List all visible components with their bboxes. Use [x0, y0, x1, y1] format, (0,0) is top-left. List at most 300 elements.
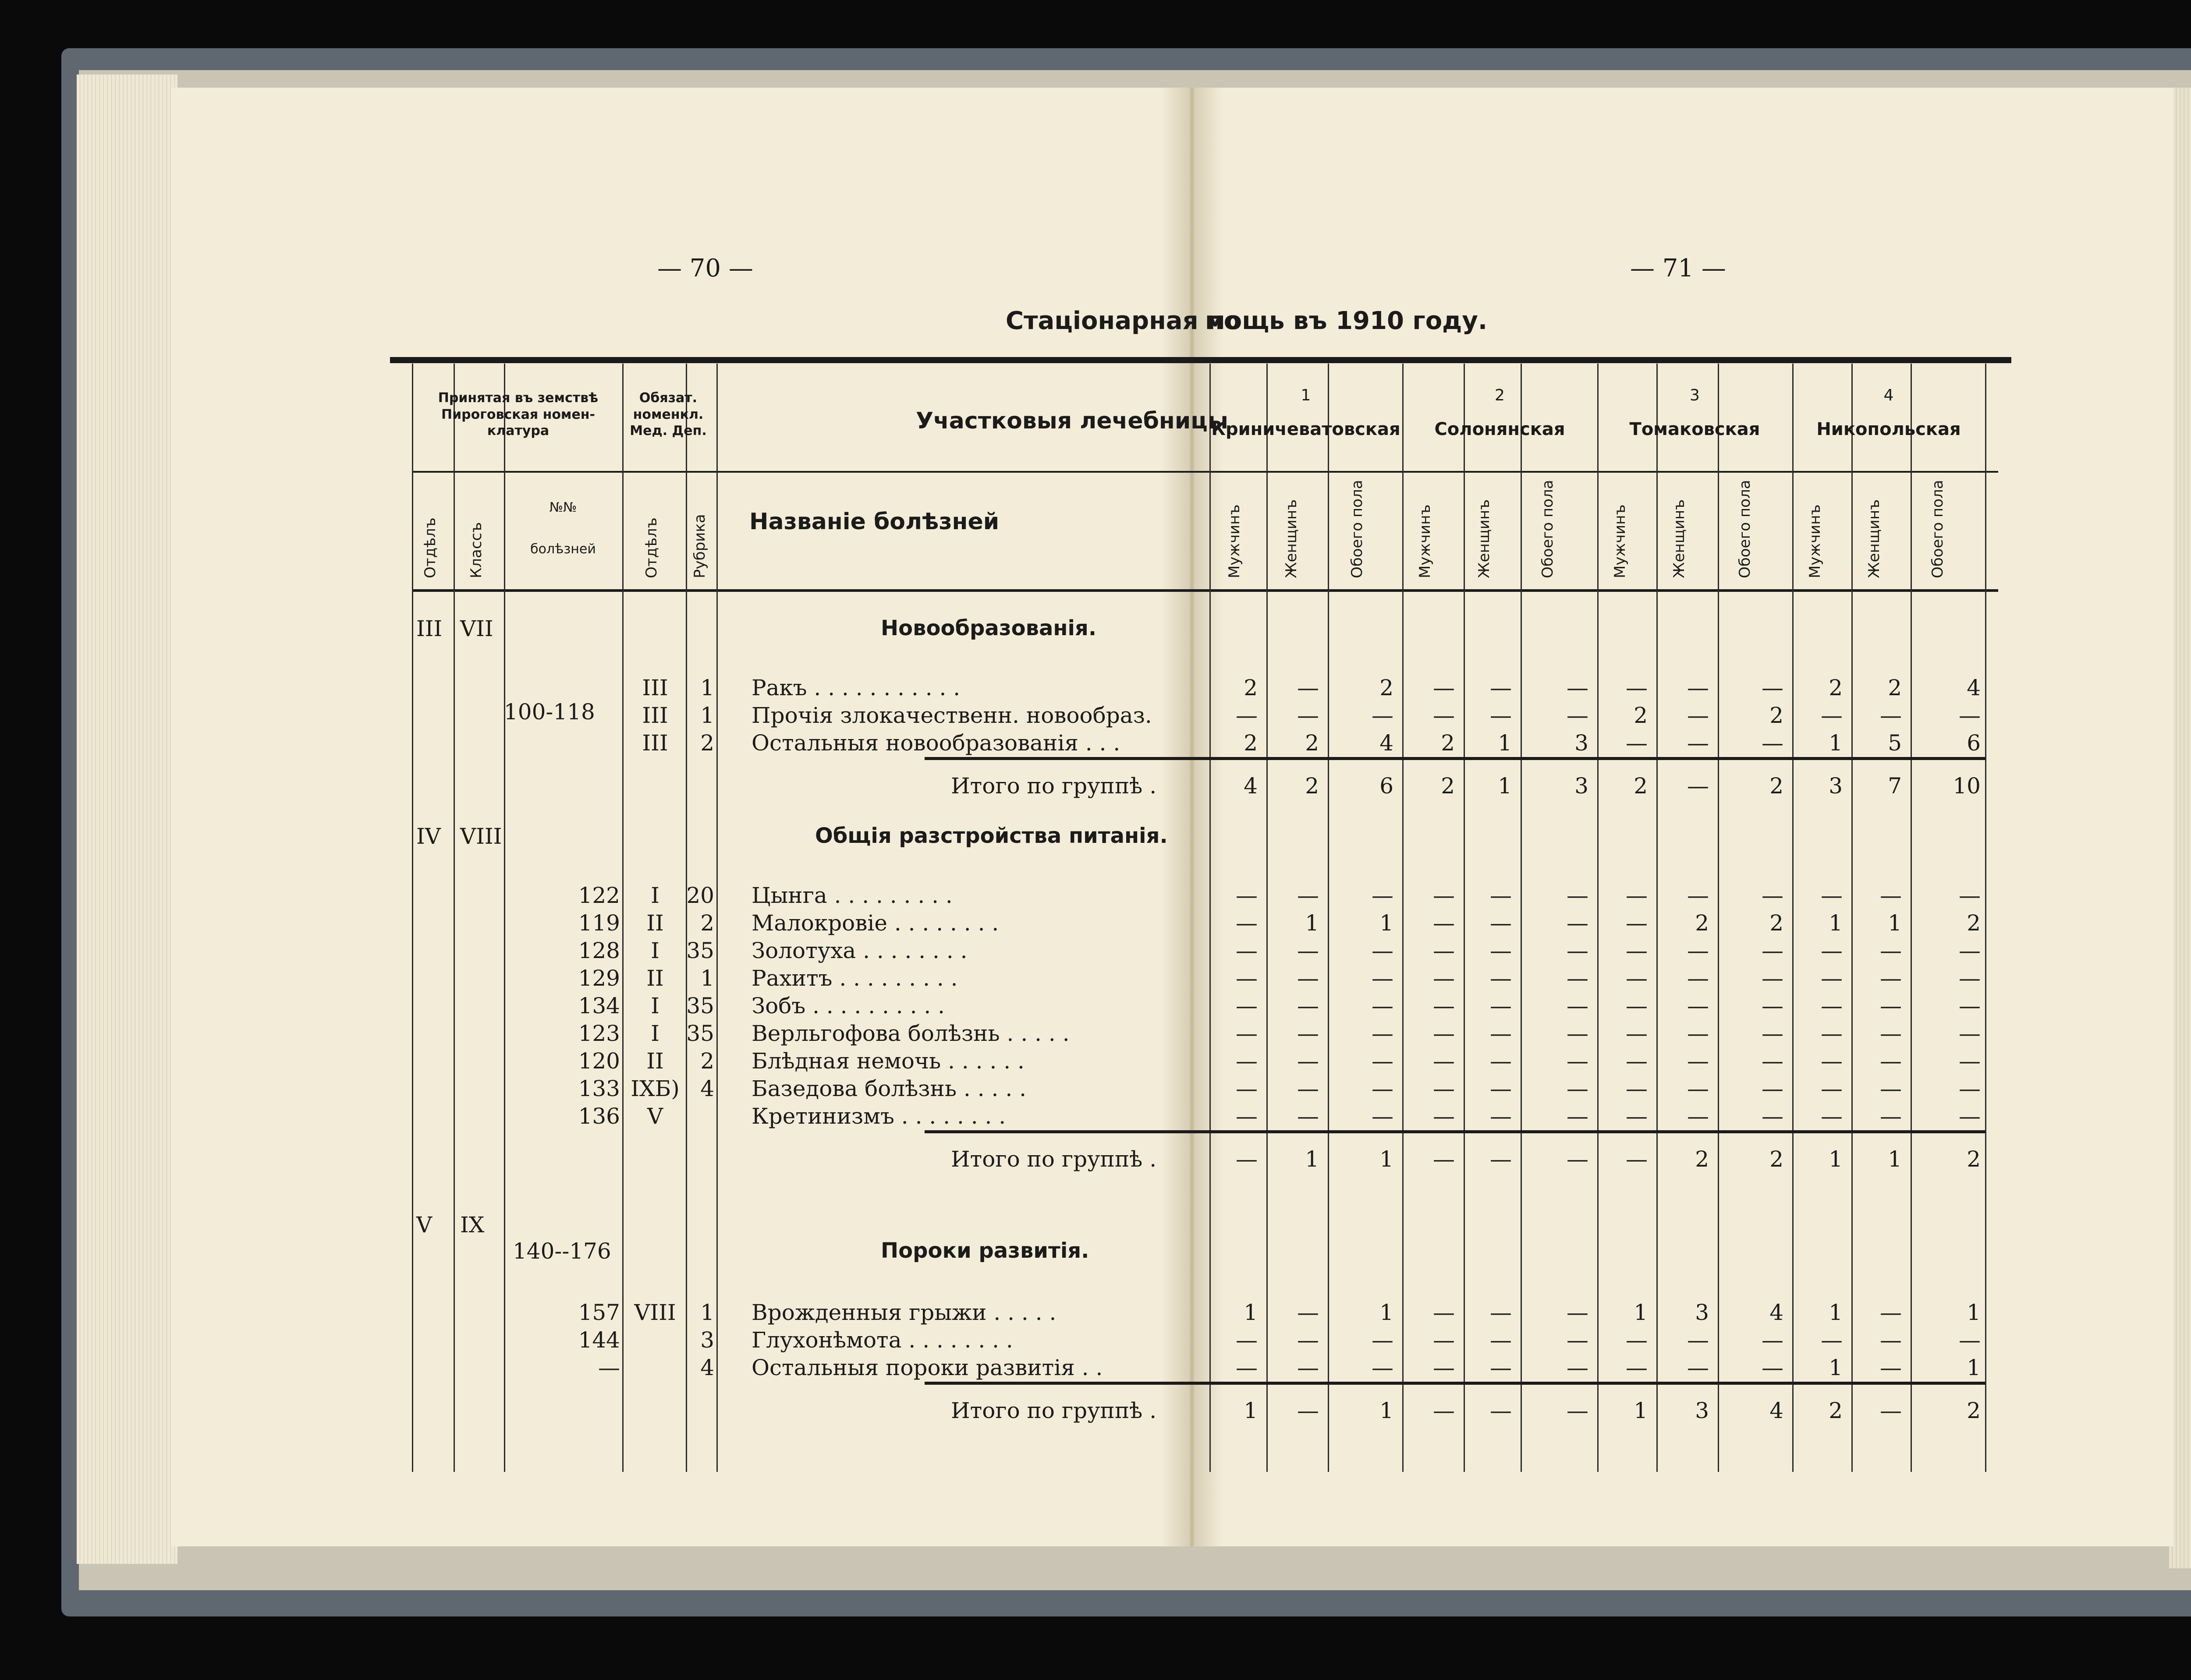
column-rule — [1597, 364, 1599, 1472]
column-rule — [1985, 364, 1986, 1472]
row-value: — — [1959, 1021, 1981, 1046]
section-klass: VII — [460, 616, 493, 641]
sub-header-both: Обоего пола — [1736, 480, 1754, 578]
row-value: — — [1762, 883, 1783, 908]
total-value: — — [1490, 1146, 1512, 1172]
row-value: — — [1372, 993, 1393, 1019]
row-value: — — [1626, 883, 1648, 908]
row-value: — — [1959, 883, 1981, 908]
row-value: — — [1626, 993, 1648, 1019]
row-otdel: I — [651, 938, 659, 963]
row-value: 1 — [1829, 1355, 1843, 1380]
district-name: Криничеватовская — [1211, 419, 1400, 439]
sub-header-women: Женщинъ — [1475, 499, 1493, 578]
row-value: — — [1297, 966, 1319, 991]
disease-name: Остальныя пороки развитія . . — [752, 1355, 1103, 1380]
row-value: 4 — [1967, 675, 1981, 700]
row-value: — — [1433, 675, 1455, 700]
total-label: Итого по группѣ . — [951, 1146, 1157, 1172]
row-value: — — [1880, 703, 1902, 728]
section-title: Пороки развитія. — [881, 1238, 1089, 1263]
row-value: — — [1490, 1076, 1512, 1101]
row-value: — — [1821, 883, 1843, 908]
row-value: — — [1567, 675, 1588, 700]
row-value: — — [1567, 910, 1588, 936]
row-value: — — [1490, 883, 1512, 908]
sub-header-both: Обоего пола — [1348, 480, 1366, 578]
row-nn: 128 — [578, 938, 620, 963]
disease-name: Базедова болѣзнь . . . . . — [752, 1076, 1027, 1101]
row-value: — — [1880, 1076, 1902, 1101]
row-value: 2 — [1634, 703, 1648, 728]
row-value: — — [1880, 1327, 1902, 1353]
row-value: — — [1433, 1355, 1455, 1380]
total-value: 2 — [1305, 773, 1319, 799]
row-value: — — [1490, 675, 1512, 700]
row-value: 2 — [1244, 730, 1258, 756]
total-value: 1 — [1379, 1398, 1393, 1423]
row-value: — — [1297, 1103, 1319, 1129]
row-nn: 119 — [578, 910, 620, 936]
row-value: — — [1297, 1021, 1319, 1046]
row-otdel: V — [647, 1103, 663, 1129]
row-rubrika: 35 — [686, 1021, 714, 1046]
total-value: 3 — [1574, 773, 1588, 799]
row-value: — — [1762, 966, 1783, 991]
row-value: — — [1687, 938, 1709, 963]
row-value: — — [1297, 993, 1319, 1019]
district-number: 1 — [1301, 386, 1311, 404]
total-value: 1 — [1634, 1398, 1648, 1423]
page-number-right: — 71 — — [1630, 254, 1726, 283]
row-value: — — [1821, 938, 1843, 963]
sub-header-women: Женщинъ — [1865, 499, 1883, 578]
disease-name: Кретинизмъ . . . . . . . . — [752, 1103, 1006, 1129]
row-value: — — [1433, 1048, 1455, 1074]
disease-name: Блѣдная немочь . . . . . . — [752, 1048, 1025, 1074]
row-rubrika: 20 — [686, 883, 714, 908]
row-value: — — [1433, 993, 1455, 1019]
row-value: 2 — [1888, 675, 1902, 700]
row-value: — — [1490, 1300, 1512, 1325]
disease-name: Ракъ . . . . . . . . . . . — [752, 675, 961, 700]
row-value: — — [1567, 993, 1588, 1019]
row-value: 1 — [1498, 730, 1512, 756]
row-nn: 122 — [578, 883, 620, 908]
row-value: — — [1490, 938, 1512, 963]
row-value: — — [1880, 993, 1902, 1019]
total-value: 2 — [1695, 1146, 1709, 1172]
row-value: — — [1821, 1076, 1843, 1101]
total-value: — — [1433, 1398, 1455, 1423]
row-value: — — [1762, 730, 1783, 756]
total-value: 7 — [1888, 773, 1902, 799]
total-value: 2 — [1441, 773, 1455, 799]
total-value: — — [1236, 1146, 1258, 1172]
disease-name: Рахитъ . . . . . . . . . — [752, 966, 958, 991]
district-number: 2 — [1495, 386, 1505, 404]
row-value: — — [1433, 703, 1455, 728]
row-value: — — [1880, 1355, 1902, 1380]
row-value: — — [1687, 1021, 1709, 1046]
row-value: — — [1490, 1355, 1512, 1380]
sub-header-men: Мужчинъ — [1416, 504, 1434, 578]
row-value: — — [1626, 910, 1648, 936]
row-value: 2 — [1695, 910, 1709, 936]
row-value: — — [1687, 675, 1709, 700]
row-value: — — [1567, 938, 1588, 963]
col-rubrika-header: Рубрика — [691, 514, 709, 578]
district-number: 4 — [1883, 386, 1894, 404]
row-value: — — [1687, 883, 1709, 908]
sub-header-both: Обоего пола — [1539, 480, 1556, 578]
total-value: 2 — [1634, 773, 1648, 799]
total-value: 2 — [1829, 1398, 1843, 1423]
total-value: — — [1687, 773, 1709, 799]
column-rule — [1851, 364, 1853, 1472]
total-value: — — [1626, 1146, 1648, 1172]
row-value: 1 — [1829, 1300, 1843, 1325]
row-value: — — [1433, 1327, 1455, 1353]
page-edges-left — [77, 74, 177, 1564]
row-value: — — [1821, 703, 1843, 728]
disease-name: Верльгофова болѣзнь . . . . . — [752, 1021, 1070, 1046]
column-rule — [504, 364, 505, 1472]
row-value: — — [1762, 1048, 1783, 1074]
total-value: 3 — [1695, 1398, 1709, 1423]
row-otdel: I — [651, 1021, 659, 1046]
column-rule — [1718, 364, 1719, 1472]
disease-name: Зобъ . . . . . . . . . . — [752, 993, 945, 1019]
sub-header-both: Обоего пола — [1929, 480, 1946, 578]
row-value: — — [1236, 1327, 1258, 1353]
total-value: 2 — [1967, 1398, 1981, 1423]
district-name: Солонянская — [1434, 419, 1565, 439]
total-value: 1 — [1498, 773, 1512, 799]
row-value: — — [1433, 883, 1455, 908]
column-rule — [1792, 364, 1794, 1472]
row-nn: 123 — [578, 1021, 620, 1046]
row-value: — — [1762, 1327, 1783, 1353]
col-nn-header: №№ — [549, 500, 577, 515]
row-value: 4 — [1769, 1300, 1783, 1325]
row-value: — — [1687, 1327, 1709, 1353]
district-name: Никопольская — [1816, 419, 1961, 439]
sub-header-men: Мужчинъ — [1611, 504, 1629, 578]
row-value: — — [1880, 1300, 1902, 1325]
section-title: Общія разстройства питанія. — [815, 824, 1168, 848]
row-value: 1 — [1379, 910, 1393, 936]
row-value: — — [1236, 938, 1258, 963]
row-value: — — [1490, 966, 1512, 991]
disease-name-header: Названіе болѣзней — [749, 509, 1000, 535]
column-rule — [1521, 364, 1522, 1472]
row-value: 2 — [1769, 910, 1783, 936]
row-rubrika: 4 — [700, 1076, 714, 1101]
row-value: — — [1687, 993, 1709, 1019]
row-value: — — [1236, 966, 1258, 991]
column-rule — [412, 364, 413, 1472]
row-value: 6 — [1967, 730, 1981, 756]
row-value: — — [1490, 993, 1512, 1019]
row-value: 2 — [1441, 730, 1455, 756]
row-value: — — [1433, 1076, 1455, 1101]
section-otdel: V — [416, 1212, 433, 1238]
row-nn: 157 — [578, 1300, 620, 1325]
total-label: Итого по группѣ . — [951, 773, 1157, 799]
row-rubrika: 1 — [700, 966, 714, 991]
row-value: — — [1567, 1327, 1588, 1353]
section-otdel: IV — [416, 824, 441, 849]
col-otdel-header: Отдѣлъ — [422, 517, 439, 578]
row-value: — — [1297, 938, 1319, 963]
row-value: — — [1236, 1076, 1258, 1101]
row-value: — — [1567, 1355, 1588, 1380]
row-value: — — [1821, 1103, 1843, 1129]
row-value: 1 — [1829, 730, 1843, 756]
row-value: — — [1959, 1103, 1981, 1129]
row-value: — — [1626, 730, 1648, 756]
row-value: — — [1762, 1021, 1783, 1046]
row-value: — — [1490, 1327, 1512, 1353]
row-rubrika: 2 — [700, 910, 714, 936]
disease-name: Врожденныя грыжи . . . . . — [752, 1300, 1057, 1325]
row-value: — — [1626, 1103, 1648, 1129]
row-value: — — [1626, 1327, 1648, 1353]
total-value: 2 — [1769, 773, 1783, 799]
total-value: — — [1297, 1398, 1319, 1423]
row-value: 2 — [1769, 703, 1783, 728]
row-value: — — [1567, 966, 1588, 991]
obligatory-group-header: Обязат. номенкл. Мед. Деп. — [630, 390, 707, 439]
row-value: — — [1959, 993, 1981, 1019]
row-value: — — [1626, 966, 1648, 991]
row-value: — — [1880, 1048, 1902, 1074]
page-number-left: — 70 — — [657, 254, 753, 283]
row-rubrika: 1 — [700, 703, 714, 728]
row-value: — — [1236, 993, 1258, 1019]
header-mid-rule — [412, 471, 1998, 473]
total-rule — [925, 1382, 1985, 1385]
row-value: — — [1236, 1048, 1258, 1074]
sub-header-men: Мужчинъ — [1806, 504, 1824, 578]
row-value: — — [1959, 1327, 1981, 1353]
row-value: — — [1297, 1076, 1319, 1101]
row-nn: 144 — [578, 1327, 620, 1353]
disease-name: Цынга . . . . . . . . . — [752, 883, 953, 908]
disease-name: Остальныя новообразованія . . . — [752, 730, 1120, 756]
row-value: — — [1372, 1327, 1393, 1353]
row-value: 1 — [1967, 1355, 1981, 1380]
row-value: — — [1567, 1048, 1588, 1074]
row-value: 2 — [1244, 675, 1258, 700]
row-value: 1 — [1888, 910, 1902, 936]
hospitals-group-header: Участковыя лечебницы — [916, 408, 1228, 434]
row-rubrika: 2 — [700, 730, 714, 756]
header-bottom-rule — [412, 589, 1998, 592]
total-value: 1 — [1829, 1146, 1843, 1172]
section-otdel: III — [416, 616, 443, 641]
row-value: — — [1433, 1103, 1455, 1129]
row-value: — — [1762, 993, 1783, 1019]
row-value: — — [1372, 1076, 1393, 1101]
total-value: — — [1567, 1146, 1588, 1172]
row-value: — — [1687, 1355, 1709, 1380]
row-value: 2 — [1967, 910, 1981, 936]
row-value: — — [1762, 1103, 1783, 1129]
row-value: 3 — [1695, 1300, 1709, 1325]
row-value: — — [1433, 938, 1455, 963]
disease-name: Золотуха . . . . . . . . — [752, 938, 968, 963]
row-value: — — [1567, 1076, 1588, 1101]
row-otdel: II — [646, 966, 664, 991]
table-top-rule — [390, 357, 2011, 363]
row-value: — — [1959, 938, 1981, 963]
row-otdel: III — [642, 675, 668, 700]
disease-name: Малокровіе . . . . . . . . — [752, 910, 999, 936]
row-value: — — [1626, 1355, 1648, 1380]
row-value: — — [1880, 1103, 1902, 1129]
row-value: — — [1687, 703, 1709, 728]
disease-name: Глухонѣмота . . . . . . . . — [752, 1327, 1013, 1353]
row-value: 4 — [1379, 730, 1393, 756]
row-value: — — [1372, 1355, 1393, 1380]
column-rule — [454, 364, 455, 1472]
row-nn: 136 — [578, 1103, 620, 1129]
row-value: — — [1433, 966, 1455, 991]
row-value: — — [1821, 1021, 1843, 1046]
row-value: 2 — [1829, 675, 1843, 700]
total-value: 3 — [1829, 773, 1843, 799]
row-value: — — [1821, 1327, 1843, 1353]
row-value: — — [1490, 910, 1512, 936]
row-value: — — [1821, 1048, 1843, 1074]
row-value: — — [1687, 1103, 1709, 1129]
row-otdel: III — [642, 703, 668, 728]
row-value: — — [1372, 1103, 1393, 1129]
row-otdel: III — [642, 730, 668, 756]
row-value: — — [1762, 1355, 1783, 1380]
row-value: — — [1236, 1355, 1258, 1380]
total-value: 1 — [1244, 1398, 1258, 1423]
row-value: — — [1762, 938, 1783, 963]
row-value: 2 — [1379, 675, 1393, 700]
row-value: — — [1433, 910, 1455, 936]
total-value: 1 — [1888, 1146, 1902, 1172]
disease-name: Прочія злокачественн. новообраз. — [752, 703, 1152, 728]
sub-header-women: Женщинъ — [1670, 499, 1688, 578]
total-value: — — [1433, 1146, 1455, 1172]
sub-header-men: Мужчинъ — [1226, 504, 1243, 578]
row-value: — — [1372, 1048, 1393, 1074]
total-value: 6 — [1379, 773, 1393, 799]
row-value: — — [1880, 1021, 1902, 1046]
column-rule — [622, 364, 624, 1472]
row-value: — — [1372, 966, 1393, 991]
row-value: — — [1297, 1048, 1319, 1074]
row-otdel: VIII — [634, 1300, 676, 1325]
row-value: — — [1626, 938, 1648, 963]
section-nn-range: 140--176 — [513, 1238, 611, 1264]
row-value: 2 — [1305, 730, 1319, 756]
row-value: — — [1687, 1048, 1709, 1074]
row-value: — — [1821, 993, 1843, 1019]
row-value: — — [1687, 1076, 1709, 1101]
col-otdel2-header: Отдѣлъ — [643, 517, 660, 578]
row-value: — — [1880, 938, 1902, 963]
row-value: 1 — [1967, 1300, 1981, 1325]
section-klass: VIII — [460, 824, 502, 849]
total-value: 1 — [1305, 1146, 1319, 1172]
row-rubrika: 35 — [686, 993, 714, 1019]
column-rule — [1656, 364, 1658, 1472]
total-value: — — [1567, 1398, 1588, 1423]
row-value: — — [1236, 1103, 1258, 1129]
row-nn: 134 — [578, 993, 620, 1019]
total-value: 4 — [1244, 773, 1258, 799]
row-value: 1 — [1305, 910, 1319, 936]
row-otdel: II — [646, 910, 664, 936]
row-value: — — [1236, 1021, 1258, 1046]
row-value: 1 — [1244, 1300, 1258, 1325]
row-value: — — [1687, 966, 1709, 991]
row-value: — — [1490, 1048, 1512, 1074]
row-rubrika: 4 — [700, 1355, 714, 1380]
row-value: — — [1297, 1300, 1319, 1325]
row-value: 1 — [1634, 1300, 1648, 1325]
district-name: Томаковская — [1629, 419, 1760, 439]
row-otdel: I — [651, 993, 659, 1019]
row-otdel: I — [651, 883, 659, 908]
total-rule — [925, 757, 1985, 760]
row-value: — — [1490, 703, 1512, 728]
row-value: — — [1687, 730, 1709, 756]
row-nn: 133 — [578, 1076, 620, 1101]
row-value: — — [1297, 1355, 1319, 1380]
row-value: — — [1297, 1327, 1319, 1353]
row-value: — — [1567, 1021, 1588, 1046]
row-value: — — [1490, 1103, 1512, 1129]
column-rule — [1328, 364, 1329, 1472]
row-rubrika: 3 — [700, 1327, 714, 1353]
col-klass-header: Классъ — [468, 522, 485, 578]
row-value: — — [1372, 1021, 1393, 1046]
total-value: — — [1490, 1398, 1512, 1423]
total-value: 1 — [1379, 1146, 1393, 1172]
row-rubrika: 35 — [686, 938, 714, 963]
row-value: — — [1372, 938, 1393, 963]
row-value: — — [1821, 966, 1843, 991]
row-value: — — [1433, 1300, 1455, 1325]
row-value: — — [1567, 1103, 1588, 1129]
row-rubrika: 2 — [700, 1048, 714, 1074]
row-value: 3 — [1574, 730, 1588, 756]
row-value: — — [1297, 703, 1319, 728]
district-number: 3 — [1690, 386, 1700, 404]
row-rubrika: 1 — [700, 1300, 714, 1325]
row-value: — — [1236, 883, 1258, 908]
row-otdel: II — [646, 1048, 664, 1074]
column-rule — [1266, 364, 1268, 1472]
row-value: — — [1372, 883, 1393, 908]
col-nn-sub-header: болѣзней — [530, 541, 596, 557]
row-value: — — [1626, 675, 1648, 700]
total-value: 2 — [1967, 1146, 1981, 1172]
row-nn: 120 — [578, 1048, 620, 1074]
column-rule — [1911, 364, 1912, 1472]
page-title-right: мощь въ 1910 году. — [1205, 307, 1488, 335]
row-value: — — [1626, 1048, 1648, 1074]
